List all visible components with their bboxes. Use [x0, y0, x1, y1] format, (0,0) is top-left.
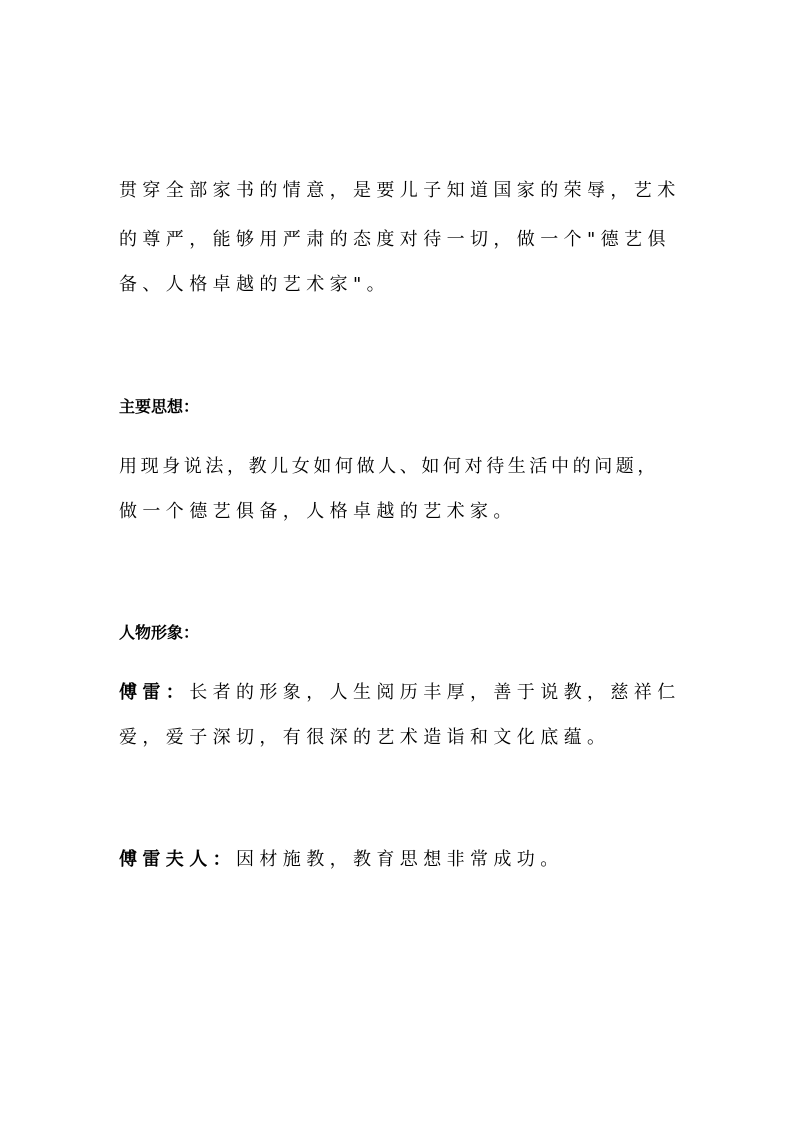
- intro-line-2: 的尊严，能够用严肃的态度对待一切，做一个"德艺俱: [119, 229, 671, 250]
- main-idea-line-2: 做一个德艺俱备，人格卓越的艺术家。: [119, 501, 517, 522]
- main-idea-line-1: 用现身说法，教儿女如何做人、如何对待生活中的问题，: [119, 456, 659, 477]
- madame-fu-line: [119, 848, 564, 872]
- intro-line-1: 贯穿全部家书的情意，是要儿子知道国家的荣辱，艺术: [119, 180, 681, 201]
- main-idea-heading: 主要思想：: [119, 397, 200, 416]
- madame-fu-desc: 因材施教，教育思想非常成功。: [236, 849, 564, 870]
- intro-line-3: 备、人格卓越的艺术家"。: [119, 274, 391, 295]
- fu-lei-line-2: 爱，爱子深切，有很深的艺术造诣和文化底蕴。: [119, 727, 611, 748]
- characters-heading: 人物形象：: [119, 623, 200, 642]
- fu-lei-name: 傅雷：: [119, 682, 190, 703]
- fu-lei-desc-1: 长者的形象，人生阅历丰厚，善于说教，慈祥仁: [189, 682, 681, 703]
- fu-lei-line-1: [119, 681, 681, 705]
- madame-fu-name: 傅雷夫人：: [119, 849, 236, 870]
